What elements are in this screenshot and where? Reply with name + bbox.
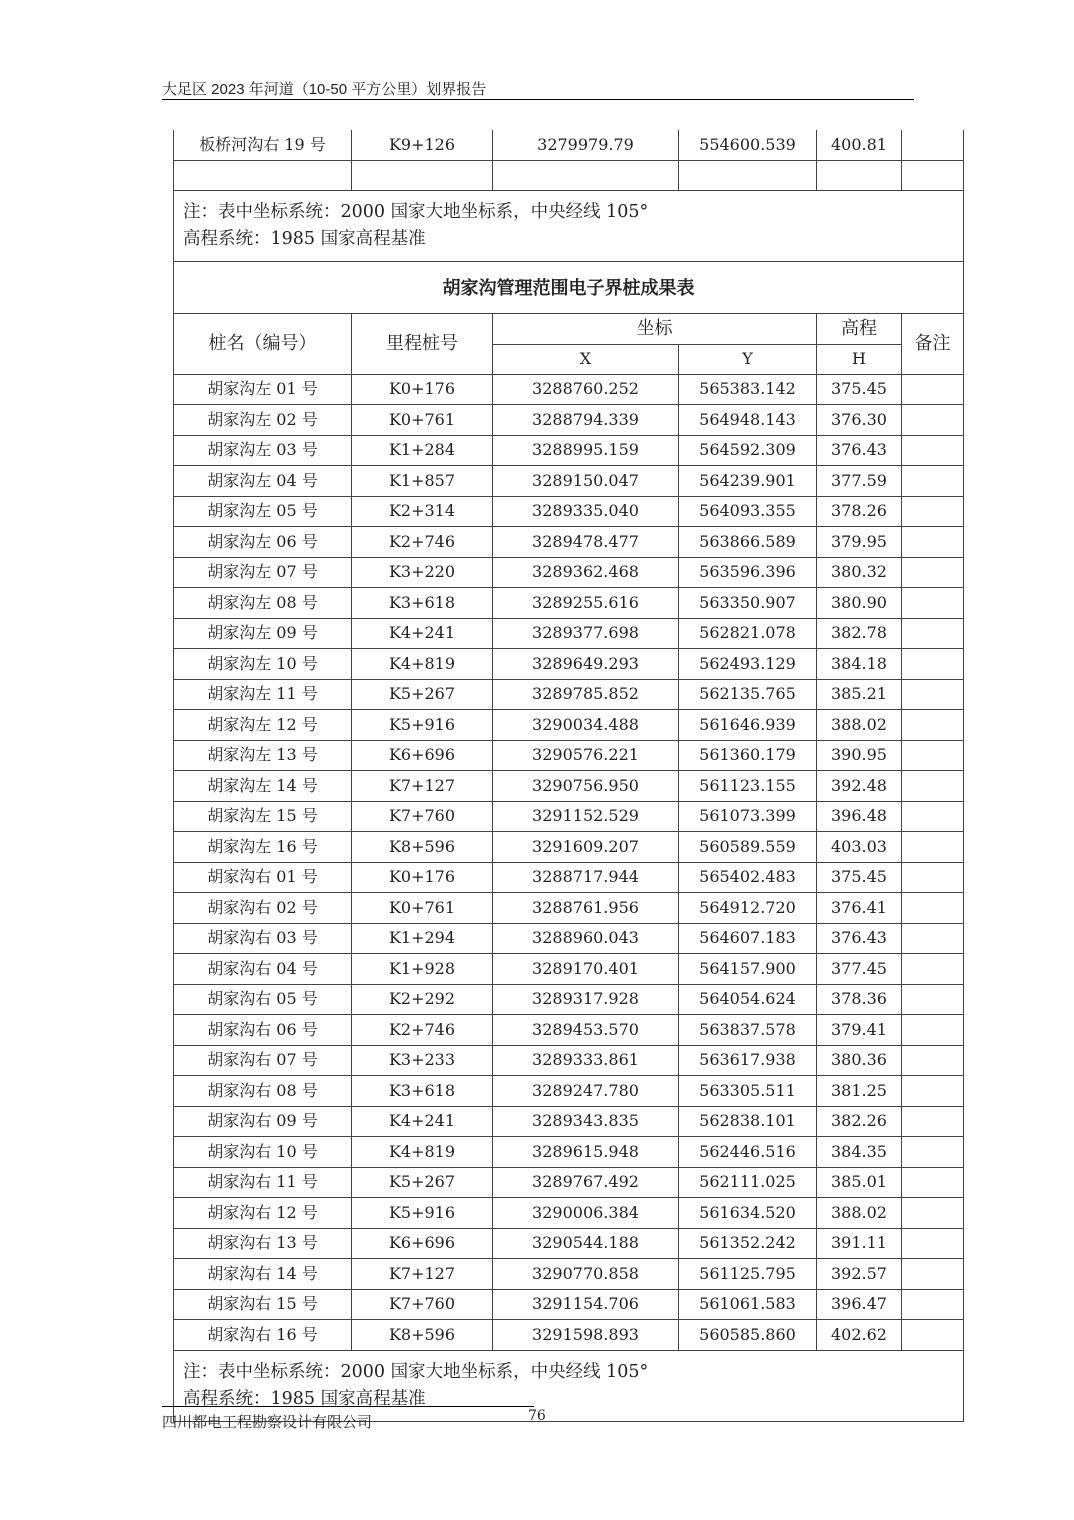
table-row xyxy=(174,679,964,710)
cell-x: 3289478.477 xyxy=(493,527,679,558)
table-row xyxy=(174,374,964,405)
cell-x: 3290770.858 xyxy=(493,1259,679,1290)
cell-name: 胡家沟左 11 号 xyxy=(174,679,352,710)
cell-remark xyxy=(902,1015,964,1046)
cell-x: 3279979.79 xyxy=(493,130,679,160)
table-row xyxy=(174,1106,964,1137)
cell-h: 378.26 xyxy=(817,496,902,527)
cell-h: 375.45 xyxy=(817,862,902,893)
cell-remark xyxy=(902,1045,964,1076)
cell-h: 396.48 xyxy=(817,801,902,832)
cell-x: 3289649.293 xyxy=(493,649,679,680)
table-row xyxy=(174,710,964,741)
cell-mileage: K5+916 xyxy=(352,1198,493,1229)
cell-name: 胡家沟右 12 号 xyxy=(174,1198,352,1229)
cell-name: 胡家沟左 09 号 xyxy=(174,618,352,649)
cell-name: 胡家沟右 07 号 xyxy=(174,1045,352,1076)
cell-y: 563866.589 xyxy=(679,527,817,558)
cell-remark xyxy=(902,1228,964,1259)
cell-h: 396.47 xyxy=(817,1289,902,1320)
cell-name: 胡家沟右 06 号 xyxy=(174,1015,352,1046)
cell-remark xyxy=(902,374,964,405)
table-row xyxy=(174,435,964,466)
cell-y: 564239.901 xyxy=(679,466,817,497)
cell-remark xyxy=(902,588,964,619)
cell-mileage: K1+284 xyxy=(352,435,493,466)
table-row xyxy=(174,984,964,1015)
cell-h: 379.41 xyxy=(817,1015,902,1046)
header-remark: 备注 xyxy=(902,314,964,375)
cell-y: 564592.309 xyxy=(679,435,817,466)
cell-name: 胡家沟左 14 号 xyxy=(174,771,352,802)
empty-row xyxy=(174,160,964,191)
cell-x: 3291152.529 xyxy=(493,801,679,832)
table-row xyxy=(174,1198,964,1229)
cell-remark xyxy=(902,1289,964,1320)
cell-mileage: K8+596 xyxy=(352,1320,493,1351)
cell-remark xyxy=(902,1137,964,1168)
table-row xyxy=(174,832,964,863)
cell-y: 561352.242 xyxy=(679,1228,817,1259)
table-row xyxy=(174,954,964,985)
table-row xyxy=(174,1167,964,1198)
cell-name: 胡家沟右 03 号 xyxy=(174,923,352,954)
cell-y: 560589.559 xyxy=(679,832,817,863)
cell-remark xyxy=(902,954,964,985)
cell-remark xyxy=(902,893,964,924)
cell-name: 胡家沟左 07 号 xyxy=(174,557,352,588)
cell-mileage: K6+696 xyxy=(352,740,493,771)
cell-remark xyxy=(902,1167,964,1198)
cell-mileage: K3+618 xyxy=(352,588,493,619)
cell-remark xyxy=(902,1259,964,1290)
table-row xyxy=(174,527,964,558)
cell-mileage: K5+916 xyxy=(352,710,493,741)
cell-h: 376.41 xyxy=(817,893,902,924)
cell-mileage: K6+696 xyxy=(352,1228,493,1259)
cell-y: 561125.795 xyxy=(679,1259,817,1290)
cell-remark xyxy=(902,557,964,588)
cell-y: 562446.516 xyxy=(679,1137,817,1168)
cell-x: 3290034.488 xyxy=(493,710,679,741)
cell-h: 385.01 xyxy=(817,1167,902,1198)
cell-name: 胡家沟右 15 号 xyxy=(174,1289,352,1320)
cell-name: 板桥河沟右 19 号 xyxy=(174,130,352,160)
cell-y: 562135.765 xyxy=(679,679,817,710)
cell-h: 390.95 xyxy=(817,740,902,771)
cell-name: 胡家沟左 01 号 xyxy=(174,374,352,405)
cell-y: 561073.399 xyxy=(679,801,817,832)
cell-name: 胡家沟右 09 号 xyxy=(174,1106,352,1137)
cell-remark xyxy=(902,1076,964,1107)
cell-h: 382.78 xyxy=(817,618,902,649)
cell-remark xyxy=(902,1320,964,1351)
table-row xyxy=(174,1289,964,1320)
cell-name: 胡家沟左 10 号 xyxy=(174,649,352,680)
cell-name: 胡家沟左 06 号 xyxy=(174,527,352,558)
cell-x: 3289255.616 xyxy=(493,588,679,619)
cell-y: 562821.078 xyxy=(679,618,817,649)
header-x: X xyxy=(493,344,679,374)
header-y: Y xyxy=(679,344,817,374)
cell-h: 400.81 xyxy=(817,130,902,160)
cell-remark xyxy=(902,1106,964,1137)
table-row xyxy=(174,649,964,680)
table-row xyxy=(174,130,964,160)
cell-x: 3289377.698 xyxy=(493,618,679,649)
cell-remark xyxy=(902,984,964,1015)
cell-h: 384.18 xyxy=(817,649,902,680)
cell-name: 胡家沟右 16 号 xyxy=(174,1320,352,1351)
table-row xyxy=(174,862,964,893)
cell-y: 562838.101 xyxy=(679,1106,817,1137)
cell-h: 392.57 xyxy=(817,1259,902,1290)
note-line-2: 高程系统：1985 国家高程基准 xyxy=(183,229,426,249)
cell-mileage: K2+746 xyxy=(352,527,493,558)
cell-x: 3288761.956 xyxy=(493,893,679,924)
cell-y: 563617.938 xyxy=(679,1045,817,1076)
cell-mileage: K1+294 xyxy=(352,923,493,954)
cell-x: 3290006.384 xyxy=(493,1198,679,1229)
cell-remark xyxy=(902,618,964,649)
cell-x: 3290576.221 xyxy=(493,740,679,771)
table-note xyxy=(174,191,964,262)
cell-h: 380.32 xyxy=(817,557,902,588)
cell-remark xyxy=(902,923,964,954)
cell-remark xyxy=(902,130,964,160)
cell-h: 375.45 xyxy=(817,374,902,405)
cell-y: 564912.720 xyxy=(679,893,817,924)
cell-name: 胡家沟右 10 号 xyxy=(174,1137,352,1168)
cell-remark xyxy=(902,496,964,527)
cell-mileage: K7+127 xyxy=(352,771,493,802)
cell-remark xyxy=(902,466,964,497)
cell-remark xyxy=(902,740,964,771)
cell-name: 胡家沟右 05 号 xyxy=(174,984,352,1015)
cell-mileage: K7+760 xyxy=(352,1289,493,1320)
cell-h: 388.02 xyxy=(817,710,902,741)
note-row xyxy=(174,191,964,262)
note-line-2: 高程系统：1985 国家高程基准 xyxy=(183,1388,426,1409)
cell-x: 3289785.852 xyxy=(493,679,679,710)
header-elev: 高程 xyxy=(817,314,902,345)
cell-x: 3289343.835 xyxy=(493,1106,679,1137)
cell-y: 564093.355 xyxy=(679,496,817,527)
cell-mileage: K3+618 xyxy=(352,1076,493,1107)
cell-x: 3288760.252 xyxy=(493,374,679,405)
cell-mileage: K4+241 xyxy=(352,618,493,649)
cell-remark xyxy=(902,405,964,436)
table-row xyxy=(174,466,964,497)
cell-name: 胡家沟右 13 号 xyxy=(174,1228,352,1259)
cell-mileage: K2+746 xyxy=(352,1015,493,1046)
header-row xyxy=(174,314,964,345)
cell-x: 3288717.944 xyxy=(493,862,679,893)
cell-x: 3289453.570 xyxy=(493,1015,679,1046)
cell-h: 391.11 xyxy=(817,1228,902,1259)
table-row xyxy=(174,618,964,649)
page-number: 76 xyxy=(528,1408,546,1424)
cell-mileage: K3+233 xyxy=(352,1045,493,1076)
cell-x: 3290756.950 xyxy=(493,771,679,802)
cell-remark xyxy=(902,710,964,741)
cell-h: 403.03 xyxy=(817,832,902,863)
cell-y: 560585.860 xyxy=(679,1320,817,1351)
title-row xyxy=(174,262,964,314)
cell-remark xyxy=(902,771,964,802)
table-row xyxy=(174,771,964,802)
cell-remark xyxy=(902,832,964,863)
cell-name: 胡家沟左 08 号 xyxy=(174,588,352,619)
table-row xyxy=(174,1015,964,1046)
cell-x: 3288960.043 xyxy=(493,923,679,954)
cell-y: 561360.179 xyxy=(679,740,817,771)
cell-y: 561646.939 xyxy=(679,710,817,741)
table-row xyxy=(174,1045,964,1076)
cell-x: 3289333.861 xyxy=(493,1045,679,1076)
cell-y: 562111.025 xyxy=(679,1167,817,1198)
cell-name: 胡家沟左 03 号 xyxy=(174,435,352,466)
cell-mileage: K1+928 xyxy=(352,954,493,985)
cell-x: 3289362.468 xyxy=(493,557,679,588)
cell-y: 564948.143 xyxy=(679,405,817,436)
cell-h: 377.45 xyxy=(817,954,902,985)
cell-remark xyxy=(902,527,964,558)
cell-y: 554600.539 xyxy=(679,130,817,160)
table-row xyxy=(174,1259,964,1290)
cell-y: 564157.900 xyxy=(679,954,817,985)
cell-x: 3289615.948 xyxy=(493,1137,679,1168)
cell-mileage: K4+819 xyxy=(352,649,493,680)
cell-mileage: K4+819 xyxy=(352,1137,493,1168)
cell-y: 561061.583 xyxy=(679,1289,817,1320)
cell-mileage: K5+267 xyxy=(352,679,493,710)
header-name: 桩名（编号） xyxy=(174,314,352,375)
cell-h: 381.25 xyxy=(817,1076,902,1107)
cell-y: 563837.578 xyxy=(679,1015,817,1046)
cell-mileage: K4+241 xyxy=(352,1106,493,1137)
header-h: H xyxy=(817,344,902,374)
cell-mileage: K2+314 xyxy=(352,496,493,527)
cell-y: 565383.142 xyxy=(679,374,817,405)
table-row xyxy=(174,740,964,771)
cell-mileage: K0+761 xyxy=(352,405,493,436)
page-footer: 四川都电工程勘察设计有限公司 xyxy=(162,1406,534,1430)
table-row xyxy=(174,1320,964,1351)
cell-mileage: K0+176 xyxy=(352,374,493,405)
cell-name: 胡家沟左 02 号 xyxy=(174,405,352,436)
cell-h: 376.43 xyxy=(817,435,902,466)
cell-x: 3289767.492 xyxy=(493,1167,679,1198)
cell-name: 胡家沟左 16 号 xyxy=(174,832,352,863)
cell-name: 胡家沟左 15 号 xyxy=(174,801,352,832)
cell-h: 384.35 xyxy=(817,1137,902,1168)
cell-x: 3288995.159 xyxy=(493,435,679,466)
cell-x: 3291598.893 xyxy=(493,1320,679,1351)
cell-h: 385.21 xyxy=(817,679,902,710)
cell-y: 561123.155 xyxy=(679,771,817,802)
cell-x: 3289335.040 xyxy=(493,496,679,527)
cell-y: 563305.511 xyxy=(679,1076,817,1107)
cell-mileage: K0+761 xyxy=(352,893,493,924)
cell-remark xyxy=(902,1198,964,1229)
cell-mileage: K5+267 xyxy=(352,1167,493,1198)
cell-h: 376.43 xyxy=(817,923,902,954)
cell-mileage: K3+220 xyxy=(352,557,493,588)
cell-x: 3289170.401 xyxy=(493,954,679,985)
cell-y: 565402.483 xyxy=(679,862,817,893)
cell-name: 胡家沟右 08 号 xyxy=(174,1076,352,1107)
cell-x: 3289247.780 xyxy=(493,1076,679,1107)
cell-x: 3288794.339 xyxy=(493,405,679,436)
table-row xyxy=(174,588,964,619)
cell-x: 3290544.188 xyxy=(493,1228,679,1259)
cell-remark xyxy=(902,679,964,710)
cell-x: 3291609.207 xyxy=(493,832,679,863)
cell-y: 561634.520 xyxy=(679,1198,817,1229)
table-row xyxy=(174,923,964,954)
cell-h: 392.48 xyxy=(817,771,902,802)
cell-h: 382.26 xyxy=(817,1106,902,1137)
cell-h: 402.62 xyxy=(817,1320,902,1351)
cell-h: 379.95 xyxy=(817,527,902,558)
header-mileage: 里程桩号 xyxy=(352,314,493,375)
cell-mileage: K8+596 xyxy=(352,832,493,863)
table-title: 胡家沟管理范围电子界桩成果表 xyxy=(174,262,964,314)
cell-y: 562493.129 xyxy=(679,649,817,680)
cell-x: 3289150.047 xyxy=(493,466,679,497)
cell-name: 胡家沟左 13 号 xyxy=(174,740,352,771)
cell-mileage: K0+176 xyxy=(352,862,493,893)
table-row xyxy=(174,405,964,436)
cell-name: 胡家沟左 05 号 xyxy=(174,496,352,527)
cell-name: 胡家沟右 14 号 xyxy=(174,1259,352,1290)
cell-name: 胡家沟右 04 号 xyxy=(174,954,352,985)
cell-remark xyxy=(902,435,964,466)
cell-name: 胡家沟右 02 号 xyxy=(174,893,352,924)
boundary-table xyxy=(173,130,964,1422)
cell-h: 380.90 xyxy=(817,588,902,619)
cell-x: 3291154.706 xyxy=(493,1289,679,1320)
cell-name: 胡家沟右 01 号 xyxy=(174,862,352,893)
table-row xyxy=(174,1228,964,1259)
cell-h: 380.36 xyxy=(817,1045,902,1076)
table-row xyxy=(174,1137,964,1168)
table-row xyxy=(174,496,964,527)
cell-y: 563596.396 xyxy=(679,557,817,588)
cell-x: 3289317.928 xyxy=(493,984,679,1015)
cell-mileage: K9+126 xyxy=(352,130,493,160)
cell-mileage: K7+760 xyxy=(352,801,493,832)
cell-remark xyxy=(902,801,964,832)
note-line-1: 注：表中坐标系统：2000 国家大地坐标系，中央经线 105° xyxy=(183,202,649,222)
cell-h: 378.36 xyxy=(817,984,902,1015)
note-line-1: 注：表中坐标系统：2000 国家大地坐标系，中央经线 105° xyxy=(183,1361,649,1382)
cell-h: 388.02 xyxy=(817,1198,902,1229)
cell-mileage: K7+127 xyxy=(352,1259,493,1290)
cell-y: 564054.624 xyxy=(679,984,817,1015)
cell-y: 564607.183 xyxy=(679,923,817,954)
cell-remark xyxy=(902,862,964,893)
table-row xyxy=(174,1076,964,1107)
cell-mileage: K2+292 xyxy=(352,984,493,1015)
cell-name: 胡家沟左 12 号 xyxy=(174,710,352,741)
cell-mileage: K1+857 xyxy=(352,466,493,497)
cell-name: 胡家沟左 04 号 xyxy=(174,466,352,497)
page-header: 大足区 2023 年河道（10-50 平方公里）划界报告 xyxy=(162,76,914,100)
cell-h: 376.30 xyxy=(817,405,902,436)
cell-h: 377.59 xyxy=(817,466,902,497)
table-row xyxy=(174,893,964,924)
cell-remark xyxy=(902,649,964,680)
cell-y: 563350.907 xyxy=(679,588,817,619)
table-row xyxy=(174,801,964,832)
cell-name: 胡家沟右 11 号 xyxy=(174,1167,352,1198)
table-row xyxy=(174,557,964,588)
header-coord: 坐标 xyxy=(493,314,817,345)
